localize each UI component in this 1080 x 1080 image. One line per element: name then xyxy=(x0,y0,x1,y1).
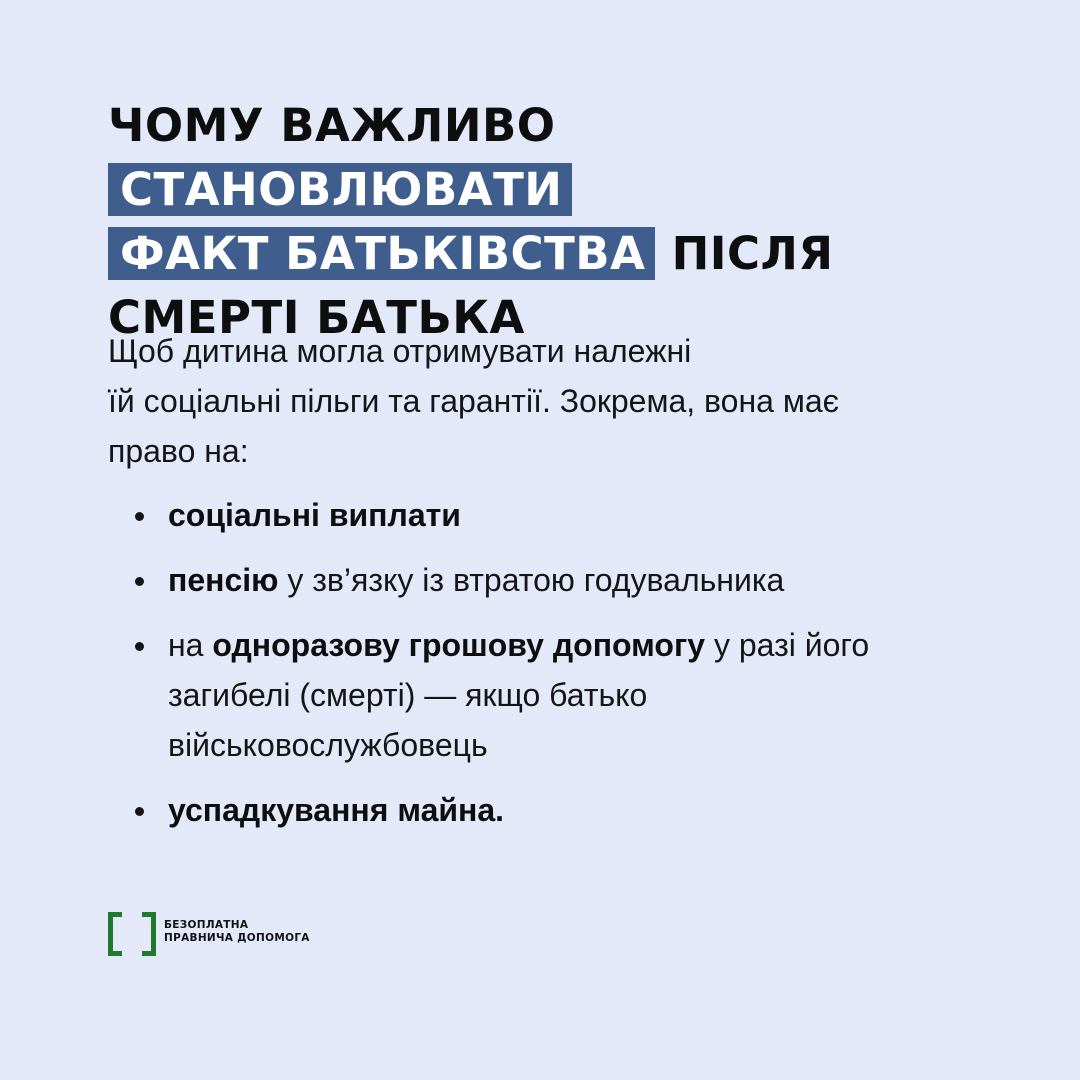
intro-line: Щоб дитина могла отримувати належні xyxy=(108,333,692,369)
item-bold: пенсію xyxy=(168,562,279,598)
bullet-icon xyxy=(135,642,144,651)
bullet-icon xyxy=(135,512,144,521)
logo-line-2: ПРАВНИЧА ДОПОМОГА xyxy=(164,932,310,944)
bracket-logo-icon xyxy=(108,912,156,952)
title-part-1: ЧОМУ ВАЖЛИВО xyxy=(108,99,556,152)
page-title xyxy=(108,94,1008,350)
bullet-icon xyxy=(135,807,144,816)
list-item xyxy=(135,785,975,835)
item-prefix: на xyxy=(168,627,213,663)
brand-logo xyxy=(108,911,310,953)
list-item xyxy=(135,555,975,605)
title-highlight-2: ФАКТ БАТЬКІВСТВА xyxy=(108,227,655,280)
left-bracket-icon xyxy=(108,912,122,956)
intro-paragraph xyxy=(108,326,978,476)
logo-line-1: БЕЗОПЛАТНА xyxy=(164,919,249,931)
list-item xyxy=(135,620,975,770)
bullet-icon xyxy=(135,577,144,586)
logo-wordmark xyxy=(164,919,310,945)
list-item xyxy=(135,490,975,540)
item-suffix: у разі його загибелі (смерті) — якщо батько військовослужбовець xyxy=(168,627,870,763)
title-highlight-1: СТАНОВЛЮВАТИ xyxy=(108,163,572,216)
item-bold: успадкування майна. xyxy=(168,792,505,828)
title-part-2: ПІСЛЯ СМЕРТІ БАТЬКА xyxy=(108,227,834,344)
intro-line: право на: xyxy=(108,433,249,469)
right-bracket-icon xyxy=(142,912,156,956)
intro-line: їй соціальні пільги та гарантії. Зокрема, вона має xyxy=(108,383,839,419)
rights-list xyxy=(135,490,975,850)
item-bold: соціальні виплати xyxy=(168,497,461,533)
item-bold: одноразову грошову допомогу xyxy=(212,627,706,663)
item-suffix: у зв’язку із втратою годувальника xyxy=(278,562,785,598)
